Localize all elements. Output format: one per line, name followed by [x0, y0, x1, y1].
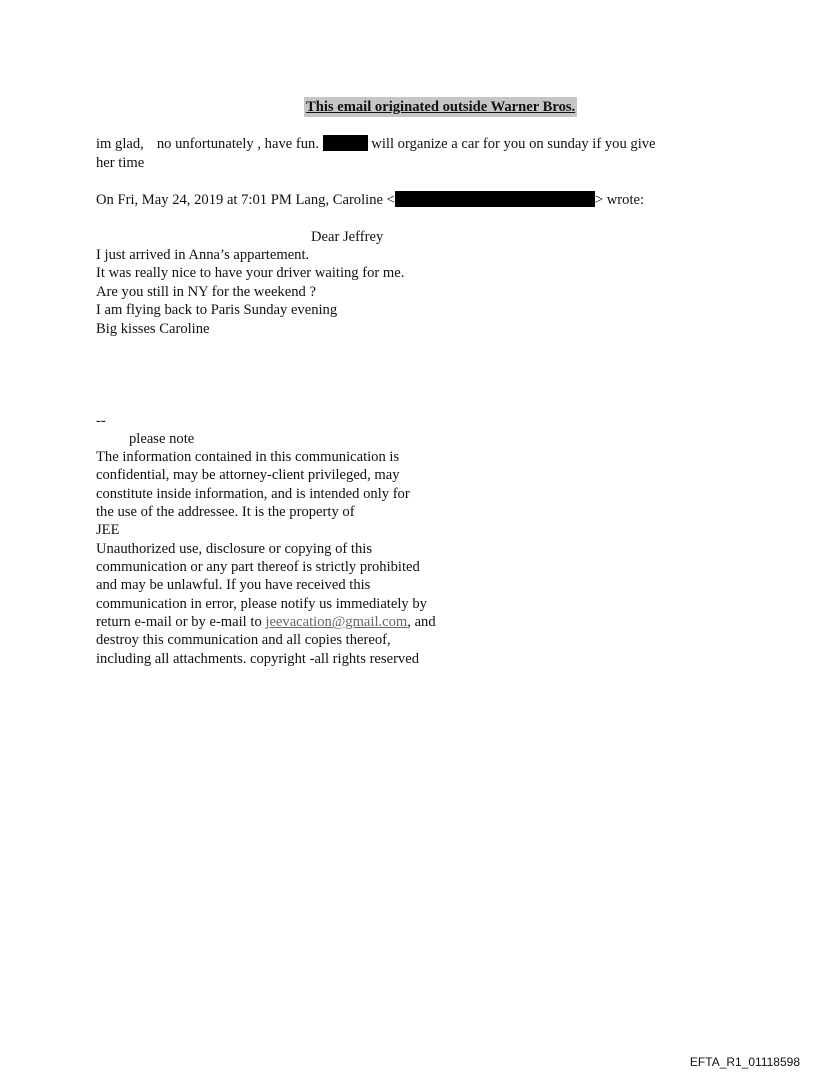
disclaimer-line: communication in error, please notify us immediately by	[96, 596, 427, 612]
quote-header-prefix: On Fri, May 24, 2019 at 7:01 PM Lang, Caroline <	[96, 192, 395, 208]
document-id: EFTA_R1_01118598	[689, 1055, 800, 1069]
external-email-banner: This email originated outside Warner Bros.	[304, 97, 577, 117]
reply-text-4: will organize a car for you on sunday if you give	[371, 136, 656, 152]
email-link[interactable]: jeevacation@gmail.com	[265, 614, 408, 630]
quoted-line: Big kisses Caroline	[96, 321, 210, 337]
disclaimer-line: constitute inside information, and is intended only for	[96, 486, 410, 502]
quoted-line: It was really nice to have your driver waiting for me.	[96, 265, 405, 281]
note-heading: please note	[129, 431, 195, 447]
reply-line-1	[96, 135, 656, 153]
redaction-block-email	[395, 191, 595, 207]
quote-header	[96, 191, 644, 209]
reply-text-1: im glad,	[96, 136, 144, 152]
disclaimer-line: including all attachments. copyright -all rights reserved	[96, 651, 419, 667]
disclaimer-line: the use of the addressee. It is the property of	[96, 504, 355, 520]
reply-line-2: her time	[96, 155, 145, 171]
disclaimer-line: JEE	[96, 522, 120, 538]
email-line-prefix: return e-mail or by e-mail to	[96, 614, 266, 630]
disclaimer-line: confidential, may be attorney-client privileged, may	[96, 467, 400, 483]
quoted-line: Are you still in NY for the weekend ?	[96, 284, 316, 300]
quote-header-suffix: > wrote:	[594, 192, 645, 208]
disclaimer-line: communication or any part thereof is strictly prohibited	[96, 559, 420, 575]
reply-text-3: , have fun.	[257, 136, 319, 152]
disclaimer-email-line	[96, 613, 436, 631]
quoted-line: I am flying back to Paris Sunday evening	[96, 302, 338, 318]
disclaimer-line: destroy this communication and all copies thereof,	[96, 632, 391, 648]
redaction-block-name	[323, 135, 368, 151]
reply-text-2: no unfortunately	[156, 136, 254, 152]
disclaimer-line: Unauthorized use, disclosure or copying of this	[96, 541, 373, 557]
disclaimer-line: The information contained in this communication is	[96, 449, 400, 465]
signature-separator: --	[96, 413, 106, 429]
disclaimer-line: and may be unlawful. If you have received this	[96, 577, 371, 593]
email-line-suffix: , and	[407, 614, 436, 630]
quoted-line: I just arrived in Anna’s appartement.	[96, 247, 310, 263]
quoted-greeting: Dear Jeffrey	[311, 229, 384, 245]
